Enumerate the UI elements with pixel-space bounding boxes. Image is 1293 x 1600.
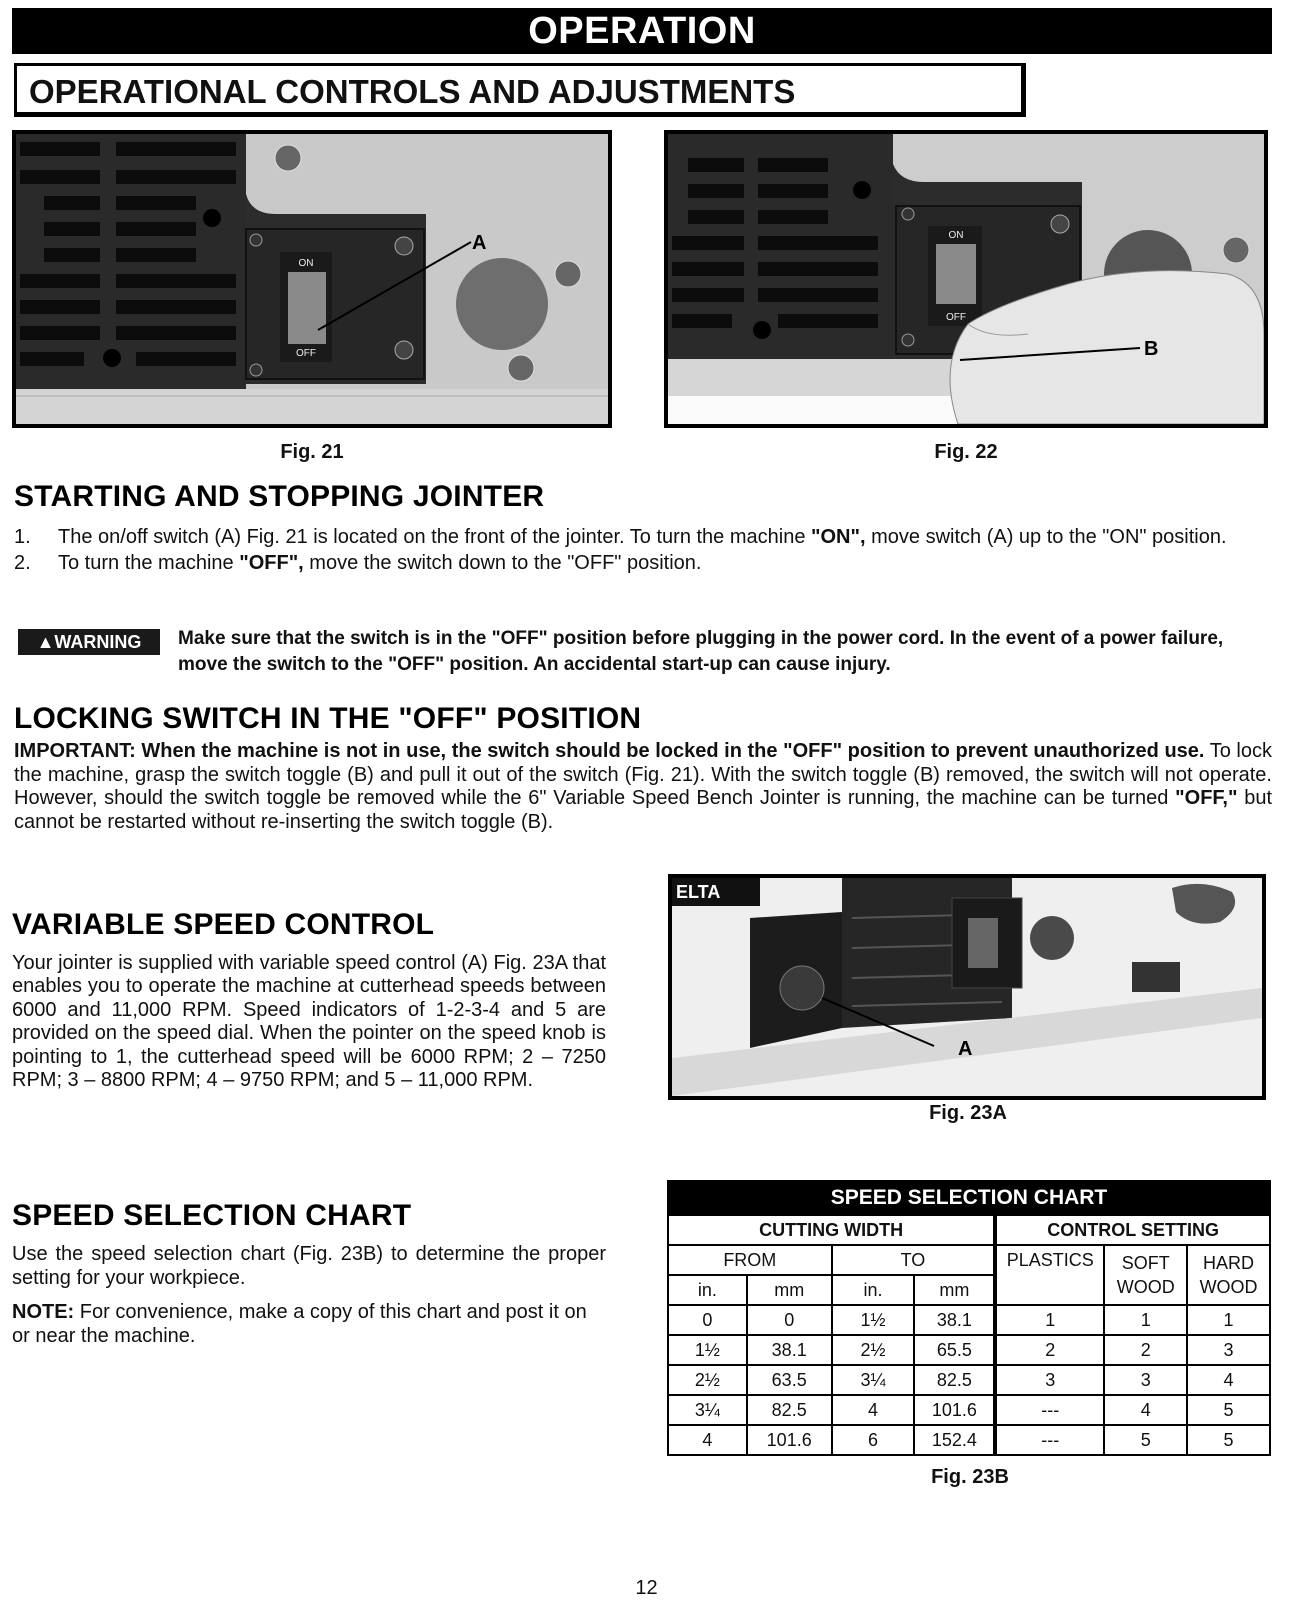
cell-hard-wood: 1 [1187, 1305, 1270, 1335]
cell-soft-wood: 3 [1104, 1365, 1187, 1395]
cell-from-in: 2½ [668, 1365, 747, 1395]
header-from: FROM [668, 1245, 832, 1275]
cell-to-in: 1½ [832, 1305, 915, 1335]
header-from-mm: mm [747, 1275, 832, 1305]
cell-from-in: 3¼ [668, 1395, 747, 1425]
table-row [668, 1395, 1270, 1425]
cell-from-in: 4 [668, 1425, 747, 1455]
cell-hard-wood: 3 [1187, 1335, 1270, 1365]
speed-chart-note [12, 1301, 606, 1348]
warning-text: Make sure that the switch is in the "OFF" position before plugging in the power cord. In the event of a power failure, move the switch to the "OFF" position. An accidental start-up can cause injury. [178, 628, 1224, 675]
cell-plastics: --- [995, 1395, 1104, 1425]
cell-hard-wood: 4 [1187, 1365, 1270, 1395]
cell-to-in: 3¼ [832, 1365, 915, 1395]
important-lead: IMPORTANT: When the machine is not in use, the switch should be locked in the "OFF" position to prevent unauthorized use. [14, 740, 1205, 762]
header-to-in: in. [832, 1275, 915, 1305]
cell-plastics: --- [995, 1425, 1104, 1455]
figure-23a-caption: Fig. 23A [929, 1102, 1007, 1124]
cell-soft-wood: 1 [1104, 1305, 1187, 1335]
cell-soft-wood: 5 [1104, 1425, 1187, 1455]
header-to: TO [832, 1245, 996, 1275]
list-number: 2. [14, 552, 31, 574]
warning-triangle-icon: ▲ [36, 632, 55, 652]
note-text: For convenience, make a copy of this chart and post it on or near the machine. [12, 1301, 587, 1347]
header-hard-wood: HARD WOOD [1187, 1245, 1270, 1305]
page-number: 12 [635, 1577, 658, 1599]
callout-b: B [1144, 338, 1159, 360]
header-cutting-width: CUTTING WIDTH [668, 1215, 995, 1245]
heading-locking-switch: LOCKING SWITCH IN THE "OFF" POSITION [14, 702, 642, 735]
cell-from-in: 0 [668, 1305, 747, 1335]
locking-bold: "OFF," [1175, 787, 1238, 809]
hand-removing-toggle-illustration [668, 134, 1264, 424]
cell-to-mm: 65.5 [914, 1335, 995, 1365]
switch-photo-illustration [16, 134, 608, 424]
speed-selection-table [667, 1180, 1271, 1456]
list-item [14, 525, 1272, 549]
cell-from-mm: 82.5 [747, 1395, 832, 1425]
table-row [668, 1305, 1270, 1335]
header-from-in: in. [668, 1275, 747, 1305]
cell-to-mm: 38.1 [914, 1305, 995, 1335]
cell-to-in: 4 [832, 1395, 915, 1425]
brand-label: ELTA [676, 882, 721, 902]
cell-plastics: 1 [995, 1305, 1104, 1335]
cell-to-mm: 101.6 [914, 1395, 995, 1425]
cell-to-in: 6 [832, 1425, 915, 1455]
warning-label: WARNING [54, 632, 142, 652]
cell-hard-wood: 5 [1187, 1395, 1270, 1425]
cell-soft-wood: 2 [1104, 1335, 1187, 1365]
switch-off-label: OFF [946, 312, 966, 323]
step-text: To turn the machine [58, 552, 240, 574]
figure-22-caption: Fig. 22 [934, 441, 998, 463]
locking-paragraph [14, 740, 1272, 834]
figure-22-photo [664, 130, 1268, 428]
list-number: 1. [14, 526, 31, 548]
switch-off-label: OFF [296, 348, 316, 359]
speed-dial-illustration [672, 878, 1262, 1096]
cell-soft-wood: 4 [1104, 1395, 1187, 1425]
header-to-mm: mm [914, 1275, 995, 1305]
locking-text: but cannot be restarted without re-inserting the switch toggle (B). [14, 787, 1272, 833]
table-row [668, 1335, 1270, 1365]
cell-from-mm: 63.5 [747, 1365, 832, 1395]
step-bold: "OFF", [239, 552, 304, 574]
step-text: The on/off switch (A) Fig. 21 is located on the front of the jointer. To turn the machine [58, 526, 812, 548]
header-soft-wood: SOFT WOOD [1104, 1245, 1187, 1305]
switch-on-label: ON [298, 258, 314, 269]
table-row [668, 1365, 1270, 1395]
figure-21-caption: Fig. 21 [280, 441, 344, 463]
variable-speed-paragraph: Your jointer is supplied with variable speed control (A) Fig. 23A that enables you to operate the machine at cutterhead speeds between 6000 and 11,000 RPM. Speed indicators of 1-2-3-4 and 5 are provided on the speed dial. When the pointer on the speed knob is pointing to 1, the cutterhead speed will be 6000 RPM; 2 – 7250 RPM; 3 – 8800 RPM; 4 – 9750 RPM; and 5 – 11,000 RPM. [12, 952, 606, 1092]
figure-23a-photo [668, 874, 1266, 1100]
cell-hard-wood: 5 [1187, 1425, 1270, 1455]
starting-steps-list [14, 525, 1272, 575]
step-text: move switch (A) up to the "ON" position. [865, 526, 1227, 548]
heading-speed-selection: SPEED SELECTION CHART [12, 1199, 412, 1232]
list-item [14, 551, 1272, 575]
cell-plastics: 2 [995, 1335, 1104, 1365]
cell-to-in: 2½ [832, 1335, 915, 1365]
page-banner: OPERATION [12, 8, 1272, 54]
callout-a: A [958, 1038, 973, 1060]
header-control-setting: CONTROL SETTING [995, 1215, 1270, 1245]
switch-on-label: ON [948, 230, 964, 241]
table-row [668, 1425, 1270, 1455]
cell-to-mm: 152.4 [914, 1425, 995, 1455]
callout-a: A [472, 232, 487, 254]
figure-23b-caption: Fig. 23B [931, 1466, 1009, 1488]
section-title: OPERATIONAL CONTROLS AND ADJUSTMENTS [14, 63, 1026, 117]
cell-from-mm: 101.6 [747, 1425, 832, 1455]
heading-variable-speed: VARIABLE SPEED CONTROL [12, 908, 435, 941]
warning-badge [18, 629, 160, 655]
step-bold: "ON", [811, 526, 866, 548]
note-label: NOTE: [12, 1301, 75, 1323]
figure-21-photo [12, 130, 612, 428]
heading-starting-stopping: STARTING AND STOPPING JOINTER [14, 480, 545, 513]
speed-chart-paragraph: Use the speed selection chart (Fig. 23B) to determine the proper setting for your workpiece. [12, 1243, 606, 1289]
cell-from-mm: 0 [747, 1305, 832, 1335]
header-plastics: PLASTICS [995, 1245, 1104, 1305]
cell-from-in: 1½ [668, 1335, 747, 1365]
table-title: SPEED SELECTION CHART [668, 1181, 1270, 1215]
cell-from-mm: 38.1 [747, 1335, 832, 1365]
cell-plastics: 3 [995, 1365, 1104, 1395]
locking-text: To lock the machine, grasp the switch toggle (B) and pull it out of the switch (Fig. 21). With the switch toggle (B) removed, the switch will not operate. However, should the switch toggle be removed while the 6" Variable Speed Bench Jointer is running, the machine can be turned [14, 740, 1272, 809]
step-text: move the switch down to the "OFF" position. [303, 552, 702, 574]
cell-to-mm: 82.5 [914, 1365, 995, 1395]
